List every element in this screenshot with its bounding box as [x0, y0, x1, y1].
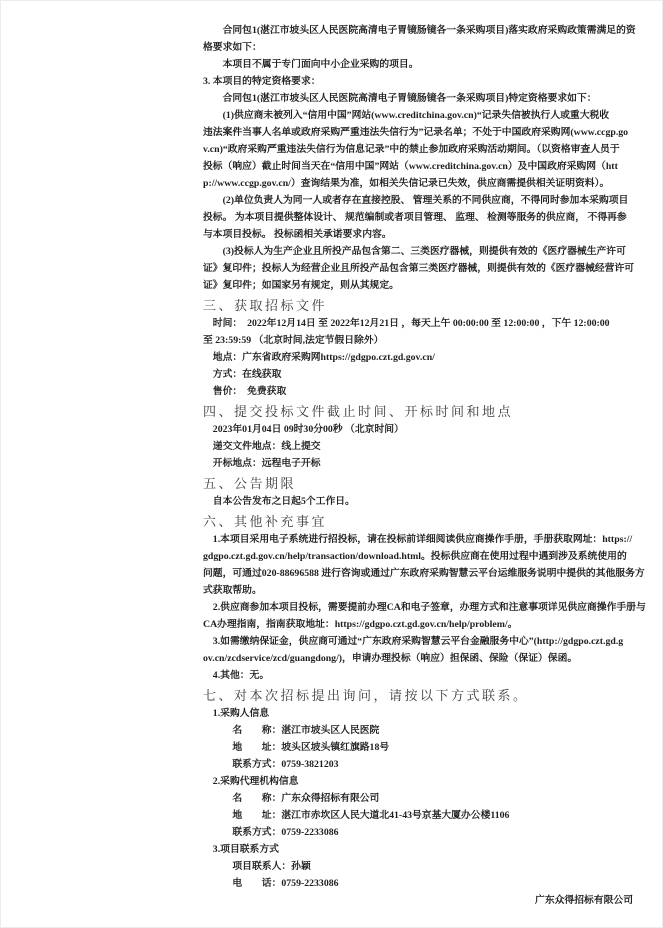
text-line: 2.供应商参加本项目投标，需要提前办理CA和电子签章，办理方式和注意事项详见供应商操作手册与 [203, 602, 646, 613]
text-line: gdgpo.czt.gd.gov.cn/help/transaction/download.html。投标供应商在使用过程中遇到涉及系统使用的 [203, 551, 627, 562]
text-line: 电 话：0759-2233086 [203, 878, 339, 889]
section-lines [203, 531, 646, 684]
text-line: 格要求如下： [203, 42, 262, 53]
text-line: 至 23:59:59 （北京时间,法定节假日除外） [203, 335, 384, 346]
text-line: 1.本项目采用电子系统进行招投标，请在投标前详细阅读供应商操作手册，手册获取网址：https:// [203, 534, 633, 545]
section-contact-info [203, 687, 637, 892]
text-line: 自本公告发布之日起5个工作日。 [203, 496, 355, 507]
text-line: v.cn)“政府采购严重违法失信行为信息记录”中的禁止参加政府采购活动期间。（以资格审查人员于 [203, 144, 620, 155]
text-line: 3.如需缴纳保证金，供应商可通过“广东政府采购智慧云平台金融服务中心”(http://gdgpo.czt.gd.g [203, 636, 624, 647]
text-line: 开标地点：远程电子开标 [203, 458, 321, 469]
section-heading: 六、其他补充事宜 [203, 514, 328, 529]
text-line: 与本项目投标。 投标函相关承诺要求内容。 [203, 229, 392, 240]
text-line: 证》复印件；如国家另有规定，则从其规定。 [203, 280, 399, 291]
section-obtain-documents [203, 297, 637, 400]
section-supplementary-matters [203, 513, 646, 684]
text-line: p://www.ccgp.gov.cn/）查询结果为准，如相关失信记录已失效，供应商需提供相关证明资料）。 [203, 178, 610, 189]
section-heading: 四、提交投标文件截止时间、开标时间和地点 [203, 404, 514, 419]
section-heading: 七、对本次招标提出询问，请按以下方式联系。 [203, 688, 529, 703]
text-line: 时间： 2022年12月14日 至 2022年12月21日 ，每天上午 00:00:00 至 12:00:00 ，下午 12:00:00 [203, 318, 610, 329]
text-line: 证》复印件；投标人为经营企业且所投产品包含第三类医疗器械，则提供有效的《医疗器械经营许可 [203, 263, 635, 274]
text-line: 问题，可通过020-88696588 进行咨询或通过广东政府采购智慧云平台运维服务说明中提供的其他服务方 [203, 568, 645, 579]
text-line: (2)单位负责人为同一人或者存在直接控股、 管理关系的不同供应商，不得同时参加本采购项目 [203, 195, 629, 206]
text-line: 名 称：广东众得招标有限公司 [203, 793, 380, 804]
text-line: 4.其他：无。 [203, 670, 270, 681]
section-lines [203, 705, 637, 892]
text-line: 递交文件地点：线上提交 [203, 441, 321, 452]
text-line: 名 称：湛江市坡头区人民医院 [203, 725, 380, 736]
section-announcement-period [203, 475, 637, 510]
text-line: 项目联系人：孙颖 [203, 861, 311, 872]
section-lines [203, 493, 637, 510]
text-line: 式获取帮助。 [203, 585, 262, 596]
text-line: CA办理指南，指南获取地址：https://gdgpo.czt.gd.gov.cn/help/problem/。 [203, 619, 518, 630]
text-line: 联系方式：0759-2233086 [203, 827, 339, 838]
text-line: 本项目不属于专门面向中小企业采购的项目。 [203, 59, 419, 70]
section-lines [203, 421, 637, 472]
text-line: 售价： 免费获取 [203, 386, 287, 397]
text-line: 地 址：湛江市赤坎区人民大道北41-43号京基大厦办公楼1106 [203, 810, 510, 821]
text-line: 地 址：坡头区坡头镇红旗路18号 [203, 742, 390, 753]
text-line: 合同包1(湛江市坡头区人民医院高清电子胃镜肠镜各一条采购项目)落实政府采购政策需满足的资 [203, 25, 636, 36]
text-line: 2023年01月04日 09时30分00秒 （北京时间） [203, 424, 404, 435]
section-heading: 五、公告期限 [203, 476, 297, 491]
text-line: 违法案件当事人名单或政府采购严重违法失信行为”记录名单；不处于中国政府采购网(www.ccgp.go [203, 127, 629, 138]
text-line: 3. 本项目的特定资格要求： [203, 76, 321, 87]
text-line: (1)供应商未被列入“信用中国”网站(www.creditchina.gov.cn)“记录失信被执行人或重大税收 [203, 110, 610, 121]
text-line: 合同包1(湛江市坡头区人民医院高清电子胃镜肠镜各一条采购项目)特定资格要求如下： [203, 93, 597, 104]
text-line: 投标（响应）截止时间当天在“信用中国”网站（www.creditchina.gov.cn）及中国政府采购网（htt [203, 161, 618, 172]
intro-paragraphs [203, 22, 637, 294]
text-line: 地点：广东省政府采购网https://gdgpo.czt.gd.gov.cn/ [203, 352, 435, 363]
section-deadline-opening [203, 403, 637, 472]
section-heading: 三、获取招标文件 [203, 298, 328, 313]
signature-company: 广东众得招标有限公司 [535, 895, 633, 906]
document-content [203, 22, 646, 909]
text-line: 方式：在线获取 [203, 369, 282, 380]
text-line: 2.采购代理机构信息 [203, 776, 299, 787]
text-line: 1.采购人信息 [203, 708, 270, 719]
text-line: 3.项目联系方式 [203, 844, 279, 855]
text-line: ov.cn/zcdservice/zcd/guangdong/)，申请办理投标（响应）担保函、保险（保证）保函。 [203, 653, 578, 664]
text-line: 联系方式：0759-3821203 [203, 759, 339, 770]
text-line: (3)投标人为生产企业且所投产品包含第二、三类医疗器械，则提供有效的《医疗器械生产许可 [203, 246, 626, 257]
text-line: 投标。 为本项目提供整体设计、 规范编制或者项目管理、 监理、 检测等服务的供应商， 不得再参 [203, 212, 627, 223]
section-lines [203, 315, 637, 400]
